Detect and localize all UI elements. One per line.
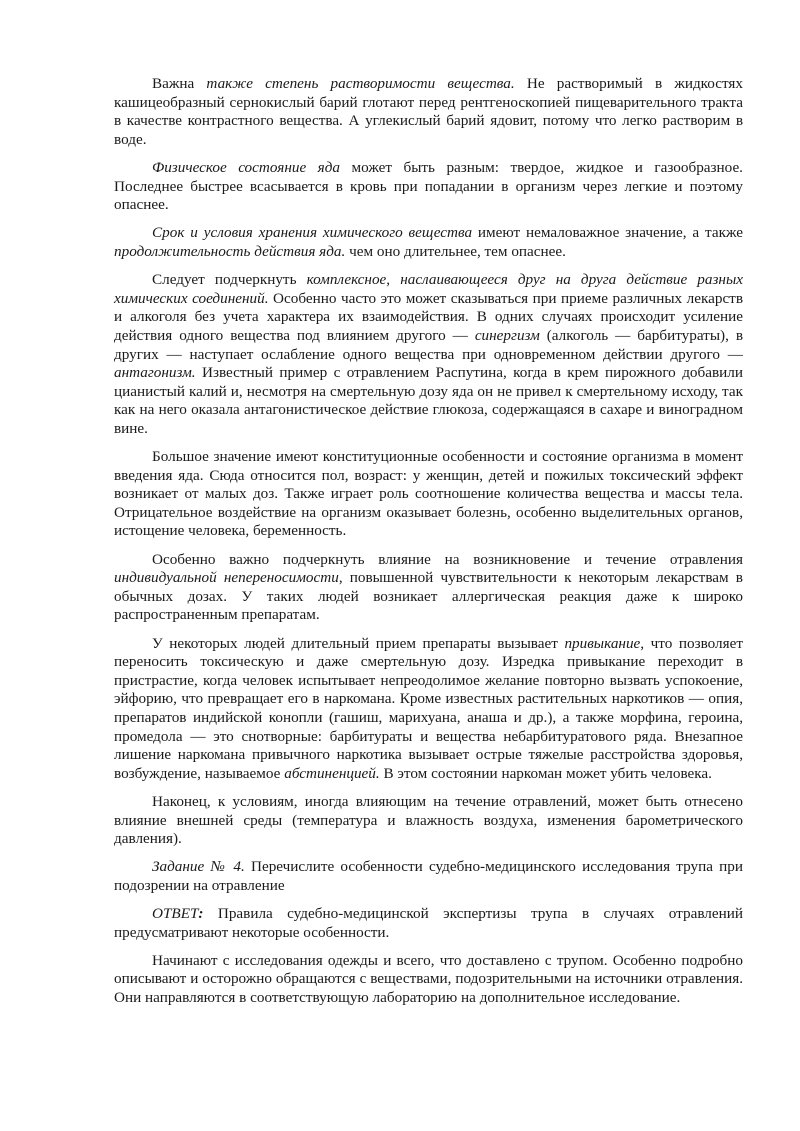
paragraph-constitution (114, 448, 743, 541)
italic-term: привыкание (564, 634, 641, 652)
paragraph-clothing-examination (114, 952, 743, 1008)
text-run: В этом состоянии наркоман может убить человека. (379, 764, 712, 782)
text-run: может быть разным: твердое, жидкое и газообразное. Последнее быстрее всасывается в кровь при попадании в организм через легкие и поэтому опаснее. (114, 158, 743, 214)
italic-term: антагонизм. (114, 364, 196, 382)
italic-term: индивидуальной непереносимости (114, 569, 339, 587)
italic-term: комплексное, наслаивающееся друг на друга действие разных химических соединений. (114, 271, 743, 307)
paragraph-storage (114, 224, 743, 261)
text-run: Наконец, к условиям, иногда влияющим на течение отравлений, может быть отнесено влияние внешней среды (температура и влажность воздуха, изменения барометрического давления). (114, 792, 743, 848)
italic-term: ОТВЕТ (152, 905, 199, 923)
text-run: Начинают с исследования одежды и всего, что доставлено с трупом. Особенно подробно описывают и осторожно обращаются с веществами, подозрительными на источники отравления. Они направляются в соответствующую лабораторию на дополнительное исследование. (114, 951, 743, 1007)
document-page (114, 75, 743, 1017)
text-run: У некоторых людей длительный прием препараты вызывает (152, 634, 565, 652)
paragraph-environment (114, 793, 743, 849)
paragraph-solubility (114, 75, 743, 149)
paragraph-answer (114, 905, 743, 942)
paragraph-task-4 (114, 858, 743, 895)
text-run: Большое значение имеют конституционные особенности и состояние организма в момент введения яда. Сюда относится пол, возраст: у женщин, детей и пожилых токсический эффект возникает от малых доз. Также играет роль соотношение количества вещества и массы тела. Отрицательное воздействие на организм оказывает болезнь, особенно выделительных органов, истощение человека, беременность. (114, 448, 743, 540)
text-run: Известный пример с отравлением Распутина, когда в крем пирожного добавили цианистый калий и, несмотря на смертельную дозу яда он не привел к смертельному исходу, так как на него оказала антагонистическое действие глюкоза, содержащаяся в сахаре и виноградном вине. (114, 364, 743, 437)
paragraph-combined-action (114, 271, 743, 438)
paragraph-intolerance (114, 551, 743, 625)
text-run: Перечислите особенности судебно-медицинского исследования трупа при подозрении на отравление (114, 858, 743, 894)
italic-term: продолжительность действия яда. (114, 242, 346, 260)
text-run: , что позволяет переносить токсическую и даже смертельную дозу. Изредка привыкание переходит в пристрастие, когда человек испытывает непреодолимое желание повторно вызвать успокоение, эйфорию, что превращает его в наркомана. Кроме известных растительных наркотиков — опия, препаратов индийской конопли (гашиш, марихуана, анаша и др.), а также морфина, героина, промедола — это снотворные: барбитураты и вещества небарбитуратового ряда. Внезапное лишение наркомана привычного наркотика вызывает острые тяжелые расстройства здоровья, возбуждение, называемое (114, 634, 743, 782)
text-run: Особенно часто это может сказываться при приеме различных лекарств и алкоголя без учета характера их взаимодействия. В одних случаях происходит усиление действия одного вещества под влиянием другого — (114, 289, 743, 344)
italic-term: Физическое состояние яда (152, 158, 341, 176)
paragraph-physical-state (114, 159, 743, 215)
bold-italic-mark: : (198, 905, 204, 923)
text-run: имеют немаловажное значение, а также (472, 224, 743, 242)
text-run: Правила судебно-медицинской экспертизы трупа в случаях отравлений предусматривают некоторые особенности. (114, 905, 743, 941)
italic-term: абстиненцией. (284, 764, 380, 782)
italic-term: Задание № 4. (152, 858, 245, 876)
text-run: Особенно важно подчеркнуть влияние на возникновение и течение отравления (152, 550, 743, 568)
text-run: (алкоголь — барбитураты), в других — наступает ослабление одного вещества при одновременном действии другого — (114, 326, 744, 363)
italic-term: также степень растворимости вещества. (206, 75, 515, 92)
italic-term: синергизм (474, 326, 540, 344)
text-run: Не растворимый в жидкостях кашицеобразный сернокислый барий глотают перед рентгеноскопией пищеварительного тракта в качестве контрастного вещества. А углекислый барий ядовит, потому что легко растворим в воде. (114, 75, 744, 148)
text-run: Следует подчеркнуть (152, 271, 307, 289)
paragraph-habituation (114, 635, 743, 784)
italic-term: Срок и условия хранения химического вещества (152, 224, 473, 242)
text-run: чем оно длительнее, тем опаснее. (345, 242, 566, 260)
text-run: , повышенной чувствительности к некоторым лекарствам в обычных дозах. У таких людей возникает аллергическая реакция даже к широко распространенным препаратам. (114, 569, 743, 624)
text-run: Важна (152, 75, 207, 92)
